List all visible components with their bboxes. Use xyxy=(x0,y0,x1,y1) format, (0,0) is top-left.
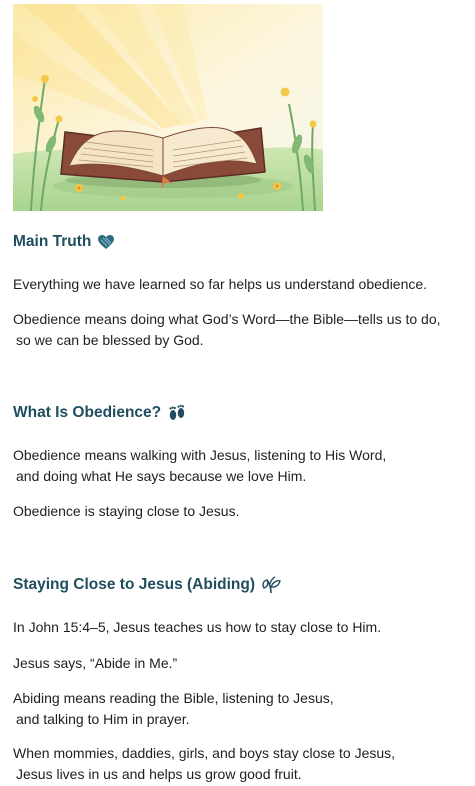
section-title-text: Staying Close to Jesus (Abiding) xyxy=(13,576,255,593)
paragraph-line: and talking to Him in prayer. xyxy=(16,711,190,727)
paragraph-line: When mommies, daddies, girls, and boys stay close to Jesus, xyxy=(13,745,396,761)
paragraph-line: and doing what He says because we love Him. xyxy=(16,468,307,484)
paragraph xyxy=(13,445,453,487)
blue-heart-icon xyxy=(97,234,115,250)
paragraph-line: Jesus lives in us and helps us grow good fruit. xyxy=(16,766,302,782)
paragraph-line: Obedience means doing what God’s Word—the Bible—tells us to do, xyxy=(13,311,441,327)
paragraph-line: Jesus says, “Abide in Me.” xyxy=(13,655,178,671)
section-title-abiding xyxy=(13,576,281,594)
paragraph-line: Obedience means walking with Jesus, listening to His Word, xyxy=(13,447,387,463)
paragraph xyxy=(13,274,453,295)
footprints-icon xyxy=(167,404,187,422)
paragraph xyxy=(13,617,453,638)
section-title-text: Main Truth xyxy=(13,233,92,250)
paragraph xyxy=(13,309,453,351)
paragraph-line: so we can be blessed by God. xyxy=(16,332,204,348)
paragraph-line: Everything we have learned so far helps us understand obedience. xyxy=(13,276,428,292)
paragraph-line: Abiding means reading the Bible, listening to Jesus, xyxy=(13,690,334,706)
section-title-text: What Is Obedience? xyxy=(13,404,162,421)
section-title-what-is-obedience xyxy=(13,404,187,422)
paragraph xyxy=(13,688,453,730)
paragraph xyxy=(13,653,453,674)
leaf-sprout-icon xyxy=(261,576,281,594)
hero-bible-illustration xyxy=(13,4,323,211)
section-title-main-truth xyxy=(13,233,115,251)
paragraph xyxy=(13,743,453,785)
paragraph-line: In John 15:4–5, Jesus teaches us how to stay close to Him. xyxy=(13,619,382,635)
paragraph xyxy=(13,501,453,522)
paragraph-line: Obedience is staying close to Jesus. xyxy=(13,503,240,519)
